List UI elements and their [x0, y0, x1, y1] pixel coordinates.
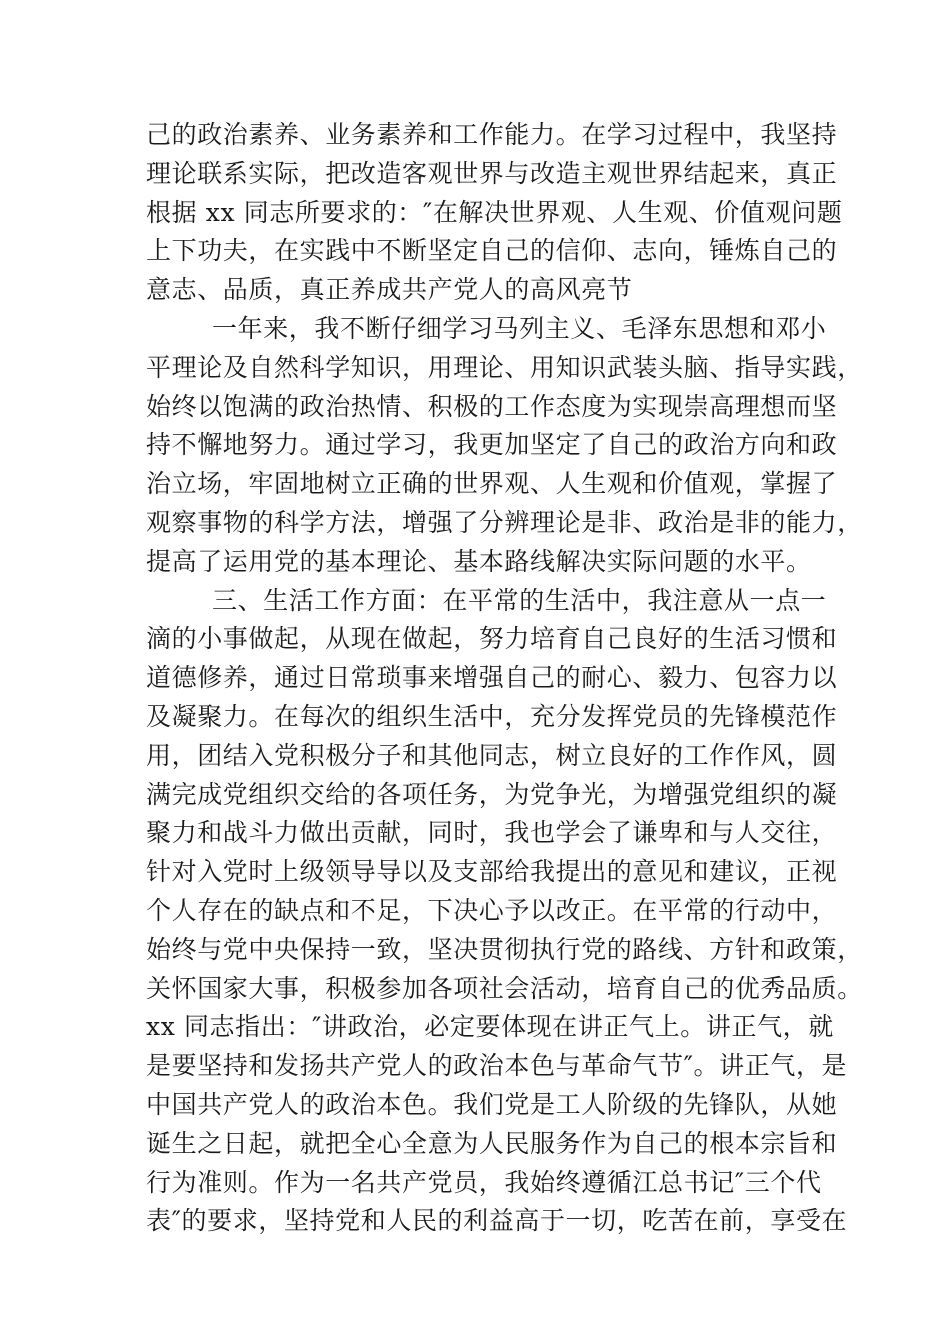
text-line: 关怀国家大事，积极参加各项社会活动，培育自己的优秀品质。 [146, 973, 863, 1003]
text-line: 根据 xx 同志所要求的：″在解决世界观、人生观、价值观问题 [146, 197, 843, 227]
text-line: 是要坚持和发扬共产党人的政治本色与革命气节″。讲正气，是 [146, 1051, 848, 1081]
text-line: 满完成党组织交给的各项任务，为党争光，为增强党组织的凝 [146, 779, 838, 809]
text-line: 滴的小事做起，从现在做起，努力培育自己良好的生活习惯和 [146, 624, 838, 654]
text-line: 聚力和战斗力做出贡献，同时，我也学会了谦卑和与人交往， [146, 818, 838, 848]
text-line: 个人存在的缺点和不足，下决心予以改正。在平常的行动中， [146, 895, 838, 925]
text-line: 己的政治素养、业务素养和工作能力。在学习过程中，我坚持 [146, 120, 838, 149]
paragraph-start-line: 一年来，我不断仔细学习马列主义、毛泽东思想和邓小 [212, 313, 827, 343]
text-line: 意志、品质，真正养成共产党人的高风亮节 [146, 275, 633, 305]
text-line: 上下功夫，在实践中不断坚定自己的信仰、志向，锤炼自己的 [146, 236, 838, 266]
text-line: 表″的要求，坚持党和人民的利益高于一切，吃苦在前，享受在 [146, 1206, 848, 1236]
document-body [146, 116, 863, 1241]
text-line: 提高了运用党的基本理论、基本路线解决实际问题的水平。 [146, 546, 812, 576]
text-line: 治立场，牢固地树立正确的世界观、人生观和价值观，掌握了 [146, 469, 838, 499]
text-line: 用，团结入党积极分子和其他同志，树立良好的工作作风，圆 [146, 740, 838, 770]
text-line: 始终与党中央保持一致，坚决贯彻执行党的路线、方针和政策， [146, 934, 863, 964]
text-line: xx 同志指出：″讲政治，必定要体现在讲正气上。讲正气，就 [146, 1012, 834, 1042]
paragraph-start-line: 三、生活工作方面：在平常的生活中，我注意从一点一 [212, 585, 827, 615]
text-line: 观察事物的科学方法，增强了分辨理论是非、政治是非的能力， [146, 507, 863, 537]
text-line: 诞生之日起，就把全心全意为人民服务作为自己的根本宗旨和 [146, 1128, 838, 1158]
text-line: 始终以饱满的政治热情、积极的工作态度为实现崇高理想而坚 [146, 391, 838, 421]
text-line: 及凝聚力。在每次的组织生活中，充分发挥党员的先锋模范作 [146, 701, 838, 731]
text-line: 中国共产党人的政治本色。我们党是工人阶级的先锋队，从她 [146, 1089, 838, 1119]
text-line: 道德修养，通过日常琐事来增强自己的耐心、毅力、包容力以 [146, 663, 838, 693]
text-line: 针对入党时上级领导导以及支部给我提出的意见和建议，正视 [146, 857, 838, 887]
text-line: 平理论及自然科学知识，用理论、用知识武装头脑、指导实践， [146, 352, 863, 382]
text-line: 理论联系实际，把改造客观世界与改造主观世界结起来，真正 [146, 158, 838, 188]
text-line: 行为准则。作为一名共产党员，我始终遵循江总书记″三个代 [146, 1167, 822, 1197]
text-line: 持不懈地努力。通过学习，我更加坚定了自己的政治方向和政 [146, 430, 838, 460]
